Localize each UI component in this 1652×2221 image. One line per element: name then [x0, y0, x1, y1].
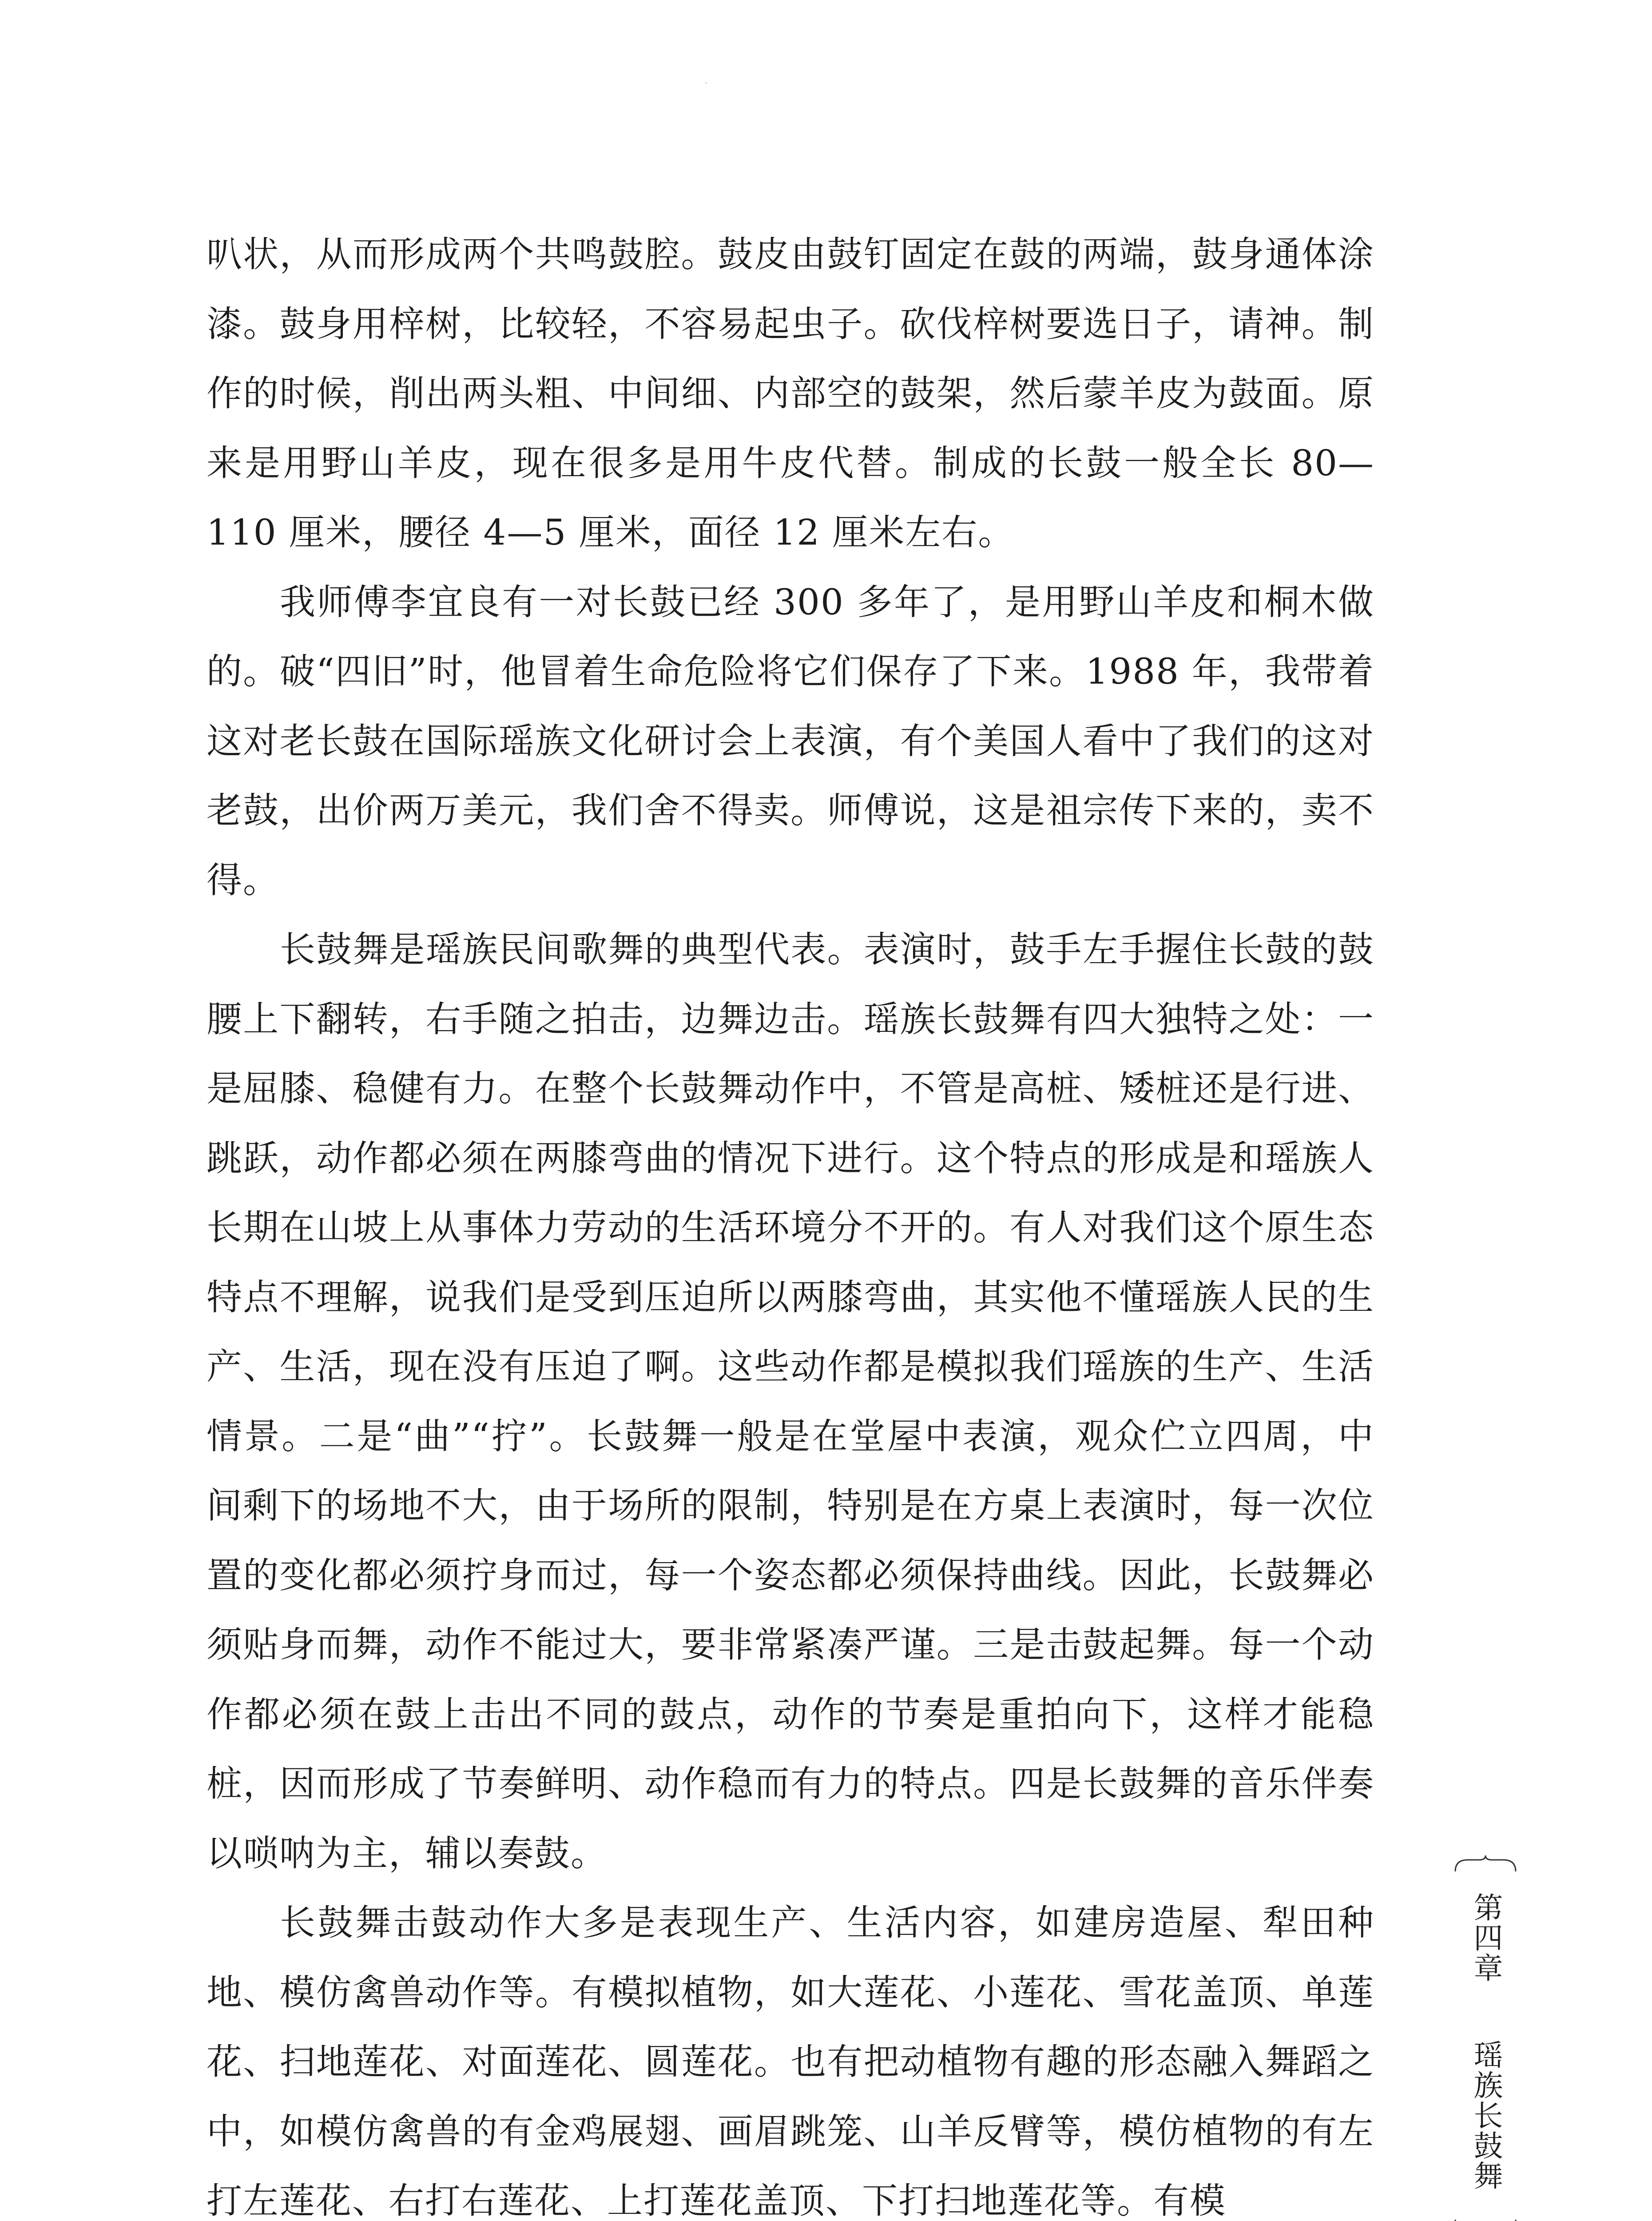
paragraph-1: 叭状，从而形成两个共鸣鼓腔。鼓皮由鼓钉固定在鼓的两端，鼓身通体涂漆。鼓身用梓树，比较轻，不容易起虫子。砍伐梓树要选日子，请神。制作的时候，削出两头粗、中间细、内部空的鼓架，然后蒙羊皮为鼓面。原来是用野山羊皮，现在很多是用牛皮代替。制成的长鼓一般全长 80—110 厘米，腰径 4—5 厘米，面径 12 厘米左右。 — [206, 234, 1374, 553]
body-text — [206, 220, 1374, 2221]
chapter-side-tab — [1450, 1855, 1521, 2221]
chapter-label: 第四章 — [1469, 1892, 1503, 1983]
top-brace-icon — [1450, 1855, 1521, 1872]
scan-speck — [705, 82, 707, 84]
bottom-brace-icon — [1450, 2219, 1521, 2221]
paragraph-3: 长鼓舞是瑶族民间歌舞的典型代表。表演时，鼓手左手握住长鼓的鼓腰上下翻转，右手随之拍击，边舞边击。瑶族长鼓舞有四大独特之处：一是屈膝、稳健有力。在整个长鼓舞动作中，不管是高桩、矮桩还是行进、跳跃，动作都必须在两膝弯曲的情况下进行。这个特点的形成是和瑶族人长期在山坡上从事体力劳动的生活环境分不开的。有人对我们这个原生态特点不理解，说我们是受到压迫所以两膝弯曲，其实他不懂瑶族人民的生产、生活，现在没有压迫了啊。这些动作都是模拟我们瑶族的生产、生活情景。二是“曲”“拧”。长鼓舞一般是在堂屋中表演，观众伫立四周，中间剩下的场地不大，由于场所的限制，特别是在方桌上表演时，每一次位置的变化都必须拧身而过，每一个姿态都必须保持曲线。因此，长鼓舞必须贴身而舞，动作不能过大，要非常紧凑严谨。三是击鼓起舞。每一个动作都必须在鼓上击出不同的鼓点，动作的节奏是重拍向下，这样才能稳桩，因而形成了节奏鲜明、动作稳而有力的特点。四是长鼓舞的音乐伴奏以唢呐为主，辅以奏鼓。 — [206, 929, 1374, 1874]
chapter-title: 瑶族长鼓舞 — [1469, 2040, 1503, 2191]
paragraph-2: 我师傅李宜良有一对长鼓已经 300 多年了，是用野山羊皮和桐木做的。破“四旧”时，他冒着生命危险将它们保存了下来。1988 年，我带着这对老长鼓在国际瑶族文化研讨会上表演，有个美国人看中了我们的这对老鼓，出价两万美元，我们舍不得卖。师傅说，这是祖宗传下来的，卖不得。 — [206, 581, 1374, 901]
paragraph-4: 长鼓舞击鼓动作大多是表现生产、生活内容，如建房造屋、犁田种地、模仿禽兽动作等。有模拟植物，如大莲花、小莲花、雪花盖顶、单莲花、扫地莲花、对面莲花、圆莲花。也有把动植物有趣的形态融入舞蹈之中，如模仿禽兽的有金鸡展翅、画眉跳笼、山羊反臂等，模仿植物的有左打左莲花、右打右莲花、上打莲花盖顶、下打扫地莲花等。有模 — [206, 1902, 1374, 2221]
